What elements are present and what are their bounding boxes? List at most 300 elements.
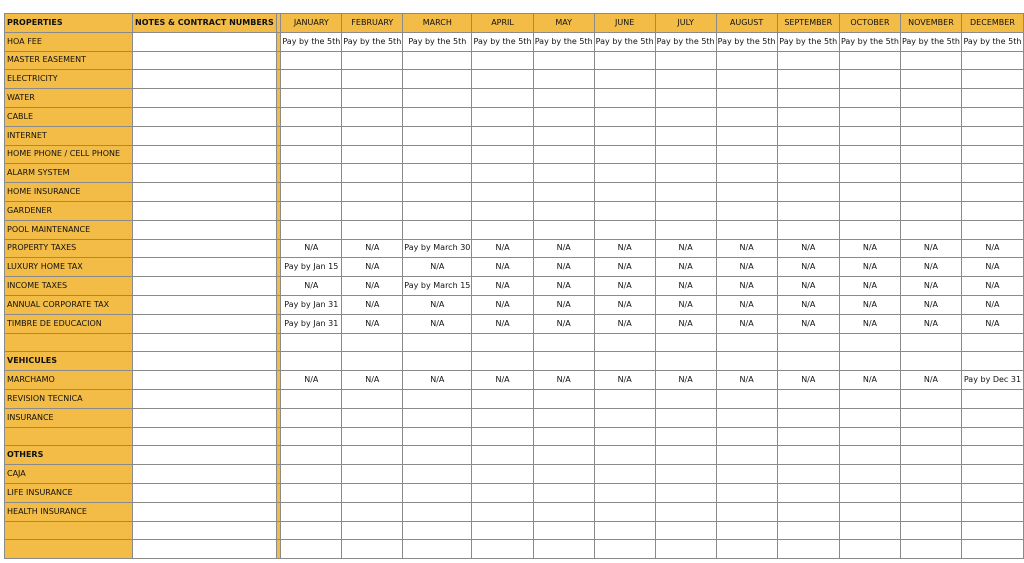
month-cell[interactable]: [533, 352, 594, 371]
notes-cell[interactable]: [133, 333, 277, 352]
month-cell[interactable]: [777, 107, 839, 126]
month-cell[interactable]: [839, 126, 900, 145]
row-label[interactable]: [5, 333, 133, 352]
month-cell[interactable]: [533, 483, 594, 502]
month-cell[interactable]: [961, 126, 1023, 145]
month-cell[interactable]: [403, 89, 472, 108]
month-cell[interactable]: [281, 183, 342, 202]
month-cell[interactable]: [281, 164, 342, 183]
row-label[interactable]: LUXURY HOME TAX: [5, 258, 133, 277]
month-cell[interactable]: [716, 446, 777, 465]
month-cell[interactable]: N/A: [961, 295, 1023, 314]
row-label[interactable]: INSURANCE: [5, 408, 133, 427]
month-cell[interactable]: [342, 70, 403, 89]
month-cell[interactable]: N/A: [900, 239, 961, 258]
notes-cell[interactable]: [133, 427, 277, 446]
month-cell[interactable]: [403, 145, 472, 164]
month-cell[interactable]: [281, 483, 342, 502]
month-cell[interactable]: [839, 70, 900, 89]
month-cell[interactable]: [900, 446, 961, 465]
month-cell[interactable]: N/A: [342, 371, 403, 390]
row-label[interactable]: [5, 540, 133, 559]
month-cell[interactable]: [472, 483, 533, 502]
month-cell[interactable]: N/A: [716, 277, 777, 296]
row-label[interactable]: ALARM SYSTEM: [5, 164, 133, 183]
month-cell[interactable]: [472, 201, 533, 220]
month-cell[interactable]: [281, 446, 342, 465]
month-cell[interactable]: [961, 89, 1023, 108]
month-cell[interactable]: N/A: [777, 258, 839, 277]
month-cell[interactable]: [594, 51, 655, 70]
month-cell[interactable]: [533, 183, 594, 202]
month-cell[interactable]: N/A: [533, 295, 594, 314]
month-cell[interactable]: [900, 164, 961, 183]
month-cell[interactable]: [533, 126, 594, 145]
month-cell[interactable]: N/A: [839, 239, 900, 258]
notes-cell[interactable]: [133, 408, 277, 427]
month-cell[interactable]: [655, 333, 716, 352]
month-cell[interactable]: [281, 352, 342, 371]
notes-cell[interactable]: [133, 220, 277, 239]
month-cell[interactable]: [342, 107, 403, 126]
notes-cell[interactable]: [133, 295, 277, 314]
month-cell[interactable]: N/A: [403, 258, 472, 277]
month-cell[interactable]: [716, 502, 777, 521]
row-label[interactable]: HOA FEE: [5, 32, 133, 51]
notes-cell[interactable]: [133, 32, 277, 51]
month-cell[interactable]: [472, 89, 533, 108]
month-cell[interactable]: N/A: [961, 314, 1023, 333]
month-cell[interactable]: [716, 145, 777, 164]
row-label[interactable]: HOME INSURANCE: [5, 183, 133, 202]
month-cell[interactable]: N/A: [839, 371, 900, 390]
month-cell[interactable]: [839, 521, 900, 540]
month-cell[interactable]: Pay by the 5th: [777, 32, 839, 51]
month-cell[interactable]: [342, 183, 403, 202]
month-cell[interactable]: N/A: [342, 314, 403, 333]
month-cell[interactable]: [777, 389, 839, 408]
month-cell[interactable]: [472, 107, 533, 126]
month-cell[interactable]: [655, 389, 716, 408]
month-cell[interactable]: [777, 465, 839, 484]
month-header-february[interactable]: FEBRUARY: [342, 14, 403, 33]
month-cell[interactable]: [533, 502, 594, 521]
month-cell[interactable]: [655, 126, 716, 145]
month-cell[interactable]: [839, 89, 900, 108]
month-cell[interactable]: N/A: [342, 239, 403, 258]
month-cell[interactable]: [716, 408, 777, 427]
month-cell[interactable]: Pay by the 5th: [281, 32, 342, 51]
month-cell[interactable]: [281, 502, 342, 521]
month-cell[interactable]: [716, 89, 777, 108]
month-cell[interactable]: [533, 89, 594, 108]
month-cell[interactable]: [472, 352, 533, 371]
month-cell[interactable]: N/A: [533, 258, 594, 277]
month-cell[interactable]: N/A: [533, 239, 594, 258]
month-cell[interactable]: N/A: [716, 295, 777, 314]
month-cell[interactable]: [716, 51, 777, 70]
month-cell[interactable]: N/A: [839, 258, 900, 277]
month-cell[interactable]: N/A: [900, 258, 961, 277]
month-cell[interactable]: [472, 521, 533, 540]
month-cell[interactable]: [961, 107, 1023, 126]
month-cell[interactable]: [281, 70, 342, 89]
month-cell[interactable]: [655, 220, 716, 239]
month-cell[interactable]: [777, 540, 839, 559]
month-cell[interactable]: [281, 89, 342, 108]
month-cell[interactable]: [281, 465, 342, 484]
month-cell[interactable]: [472, 389, 533, 408]
month-cell[interactable]: N/A: [403, 295, 472, 314]
month-cell[interactable]: [342, 352, 403, 371]
month-cell[interactable]: [777, 145, 839, 164]
month-cell[interactable]: [961, 446, 1023, 465]
month-cell[interactable]: [472, 333, 533, 352]
month-header-october[interactable]: OCTOBER: [839, 14, 900, 33]
month-cell[interactable]: N/A: [839, 295, 900, 314]
month-cell[interactable]: N/A: [281, 371, 342, 390]
month-cell[interactable]: [716, 465, 777, 484]
properties-header[interactable]: PROPERTIES: [5, 14, 133, 33]
month-cell[interactable]: [594, 521, 655, 540]
month-cell[interactable]: [281, 389, 342, 408]
month-cell[interactable]: N/A: [472, 295, 533, 314]
notes-cell[interactable]: [133, 483, 277, 502]
row-label[interactable]: HEALTH INSURANCE: [5, 502, 133, 521]
month-cell[interactable]: [594, 483, 655, 502]
notes-cell[interactable]: [133, 126, 277, 145]
month-cell[interactable]: [961, 70, 1023, 89]
month-cell[interactable]: Pay by March 15: [403, 277, 472, 296]
month-cell[interactable]: [961, 465, 1023, 484]
month-cell[interactable]: [472, 220, 533, 239]
month-cell[interactable]: [961, 145, 1023, 164]
month-cell[interactable]: [533, 220, 594, 239]
month-cell[interactable]: [777, 220, 839, 239]
month-cell[interactable]: [900, 201, 961, 220]
month-cell[interactable]: N/A: [533, 314, 594, 333]
month-cell[interactable]: [594, 333, 655, 352]
month-cell[interactable]: [900, 333, 961, 352]
month-cell[interactable]: [403, 465, 472, 484]
month-cell[interactable]: [342, 220, 403, 239]
month-cell[interactable]: [655, 145, 716, 164]
month-cell[interactable]: N/A: [655, 277, 716, 296]
month-cell[interactable]: [839, 183, 900, 202]
month-cell[interactable]: N/A: [281, 277, 342, 296]
month-cell[interactable]: [533, 164, 594, 183]
month-cell[interactable]: [342, 164, 403, 183]
month-cell[interactable]: N/A: [961, 258, 1023, 277]
month-cell[interactable]: [594, 89, 655, 108]
notes-cell[interactable]: [133, 145, 277, 164]
month-cell[interactable]: N/A: [716, 258, 777, 277]
month-cell[interactable]: [655, 446, 716, 465]
month-cell[interactable]: [655, 201, 716, 220]
month-cell[interactable]: [900, 408, 961, 427]
month-cell[interactable]: [281, 408, 342, 427]
month-cell[interactable]: [281, 220, 342, 239]
month-cell[interactable]: N/A: [777, 277, 839, 296]
month-cell[interactable]: [281, 521, 342, 540]
month-cell[interactable]: [655, 483, 716, 502]
month-cell[interactable]: [403, 389, 472, 408]
notes-cell[interactable]: [133, 389, 277, 408]
month-cell[interactable]: [594, 126, 655, 145]
month-cell[interactable]: [961, 408, 1023, 427]
notes-cell[interactable]: [133, 446, 277, 465]
month-cell[interactable]: N/A: [655, 295, 716, 314]
month-cell[interactable]: [472, 183, 533, 202]
notes-cell[interactable]: [133, 70, 277, 89]
row-label[interactable]: WATER: [5, 89, 133, 108]
month-cell[interactable]: N/A: [900, 314, 961, 333]
month-cell[interactable]: [839, 502, 900, 521]
month-cell[interactable]: [533, 333, 594, 352]
month-header-december[interactable]: DECEMBER: [961, 14, 1023, 33]
month-cell[interactable]: [403, 183, 472, 202]
month-cell[interactable]: [961, 201, 1023, 220]
month-cell[interactable]: [403, 540, 472, 559]
month-cell[interactable]: [655, 427, 716, 446]
notes-cell[interactable]: [133, 314, 277, 333]
month-cell[interactable]: [403, 483, 472, 502]
month-cell[interactable]: [594, 220, 655, 239]
month-cell[interactable]: [342, 89, 403, 108]
month-header-january[interactable]: JANUARY: [281, 14, 342, 33]
month-cell[interactable]: [403, 201, 472, 220]
month-cell[interactable]: [342, 51, 403, 70]
row-label[interactable]: TIMBRE DE EDUCACION: [5, 314, 133, 333]
month-cell[interactable]: [716, 220, 777, 239]
month-cell[interactable]: N/A: [655, 258, 716, 277]
month-cell[interactable]: [594, 502, 655, 521]
month-cell[interactable]: [961, 51, 1023, 70]
section-heading[interactable]: VEHICULES: [5, 352, 133, 371]
month-cell[interactable]: Pay by the 5th: [472, 32, 533, 51]
month-cell[interactable]: [900, 352, 961, 371]
month-cell[interactable]: [342, 408, 403, 427]
row-label[interactable]: REVISION TECNICA: [5, 389, 133, 408]
month-cell[interactable]: [716, 521, 777, 540]
month-cell[interactable]: [533, 201, 594, 220]
month-cell[interactable]: [777, 126, 839, 145]
month-cell[interactable]: Pay by the 5th: [342, 32, 403, 51]
month-cell[interactable]: [900, 145, 961, 164]
row-label[interactable]: [5, 427, 133, 446]
month-cell[interactable]: [472, 408, 533, 427]
month-cell[interactable]: [961, 333, 1023, 352]
notes-cell[interactable]: [133, 239, 277, 258]
month-cell[interactable]: [900, 70, 961, 89]
month-cell[interactable]: [594, 183, 655, 202]
month-cell[interactable]: [839, 107, 900, 126]
month-cell[interactable]: Pay by the 5th: [839, 32, 900, 51]
month-cell[interactable]: Pay by Dec 31: [961, 371, 1023, 390]
month-cell[interactable]: N/A: [342, 295, 403, 314]
month-cell[interactable]: [281, 51, 342, 70]
notes-cell[interactable]: [133, 540, 277, 559]
month-header-september[interactable]: SEPTEMBER: [777, 14, 839, 33]
month-cell[interactable]: [281, 145, 342, 164]
month-cell[interactable]: Pay by Jan 31: [281, 295, 342, 314]
row-label[interactable]: CAJA: [5, 465, 133, 484]
month-cell[interactable]: [655, 70, 716, 89]
month-cell[interactable]: [716, 183, 777, 202]
month-cell[interactable]: [403, 126, 472, 145]
month-cell[interactable]: [281, 201, 342, 220]
month-cell[interactable]: [961, 521, 1023, 540]
month-cell[interactable]: Pay by the 5th: [655, 32, 716, 51]
month-cell[interactable]: [533, 107, 594, 126]
month-cell[interactable]: [655, 89, 716, 108]
month-cell[interactable]: [839, 145, 900, 164]
month-cell[interactable]: [777, 183, 839, 202]
month-cell[interactable]: N/A: [839, 277, 900, 296]
month-cell[interactable]: [472, 164, 533, 183]
month-cell[interactable]: [839, 540, 900, 559]
month-cell[interactable]: [594, 540, 655, 559]
month-cell[interactable]: [961, 183, 1023, 202]
month-cell[interactable]: N/A: [281, 239, 342, 258]
month-cell[interactable]: [839, 201, 900, 220]
month-cell[interactable]: Pay by the 5th: [594, 32, 655, 51]
notes-cell[interactable]: [133, 89, 277, 108]
month-cell[interactable]: [961, 220, 1023, 239]
month-cell[interactable]: [839, 389, 900, 408]
month-cell[interactable]: N/A: [472, 258, 533, 277]
notes-cell[interactable]: [133, 201, 277, 220]
month-cell[interactable]: [342, 333, 403, 352]
month-cell[interactable]: [655, 521, 716, 540]
month-cell[interactable]: [472, 465, 533, 484]
month-cell[interactable]: [533, 389, 594, 408]
month-cell[interactable]: [342, 446, 403, 465]
month-cell[interactable]: [342, 427, 403, 446]
month-cell[interactable]: [281, 107, 342, 126]
month-cell[interactable]: [403, 408, 472, 427]
month-cell[interactable]: [716, 540, 777, 559]
month-cell[interactable]: Pay by March 30: [403, 239, 472, 258]
month-cell[interactable]: [716, 70, 777, 89]
month-cell[interactable]: [716, 427, 777, 446]
month-cell[interactable]: [839, 483, 900, 502]
month-cell[interactable]: [472, 540, 533, 559]
month-cell[interactable]: N/A: [594, 371, 655, 390]
month-cell[interactable]: N/A: [594, 258, 655, 277]
month-cell[interactable]: [342, 389, 403, 408]
month-cell[interactable]: [961, 164, 1023, 183]
month-cell[interactable]: [403, 333, 472, 352]
month-cell[interactable]: N/A: [533, 371, 594, 390]
month-cell[interactable]: [594, 389, 655, 408]
month-cell[interactable]: N/A: [403, 314, 472, 333]
row-label[interactable]: INCOME TAXES: [5, 277, 133, 296]
section-heading[interactable]: OTHERS: [5, 446, 133, 465]
month-cell[interactable]: [655, 502, 716, 521]
month-cell[interactable]: [594, 446, 655, 465]
month-cell[interactable]: [839, 408, 900, 427]
month-cell[interactable]: [594, 352, 655, 371]
month-cell[interactable]: N/A: [342, 258, 403, 277]
month-cell[interactable]: [594, 201, 655, 220]
month-header-november[interactable]: NOVEMBER: [900, 14, 961, 33]
month-cell[interactable]: [839, 465, 900, 484]
notes-cell[interactable]: [133, 107, 277, 126]
month-cell[interactable]: [403, 352, 472, 371]
month-cell[interactable]: N/A: [777, 295, 839, 314]
month-cell[interactable]: [655, 465, 716, 484]
row-label[interactable]: MASTER EASEMENT: [5, 51, 133, 70]
month-cell[interactable]: [716, 333, 777, 352]
month-cell[interactable]: [900, 51, 961, 70]
month-cell[interactable]: [900, 502, 961, 521]
month-cell[interactable]: [961, 483, 1023, 502]
month-cell[interactable]: N/A: [716, 314, 777, 333]
month-cell[interactable]: [594, 164, 655, 183]
month-cell[interactable]: [533, 446, 594, 465]
month-cell[interactable]: [281, 333, 342, 352]
row-label[interactable]: ELECTRICITY: [5, 70, 133, 89]
month-cell[interactable]: [594, 427, 655, 446]
month-cell[interactable]: [900, 465, 961, 484]
month-cell[interactable]: N/A: [839, 314, 900, 333]
month-cell[interactable]: [900, 183, 961, 202]
month-cell[interactable]: [777, 333, 839, 352]
month-cell[interactable]: N/A: [594, 239, 655, 258]
month-cell[interactable]: [533, 408, 594, 427]
notes-cell[interactable]: [133, 164, 277, 183]
month-cell[interactable]: [342, 201, 403, 220]
month-cell[interactable]: [900, 389, 961, 408]
month-cell[interactable]: N/A: [716, 239, 777, 258]
month-cell[interactable]: [655, 183, 716, 202]
month-cell[interactable]: [403, 446, 472, 465]
month-cell[interactable]: [777, 89, 839, 108]
month-cell[interactable]: [342, 540, 403, 559]
month-cell[interactable]: [716, 352, 777, 371]
month-cell[interactable]: [839, 446, 900, 465]
month-cell[interactable]: [533, 70, 594, 89]
month-cell[interactable]: [342, 465, 403, 484]
month-cell[interactable]: [839, 220, 900, 239]
month-cell[interactable]: Pay by the 5th: [900, 32, 961, 51]
month-cell[interactable]: N/A: [594, 314, 655, 333]
month-cell[interactable]: N/A: [777, 314, 839, 333]
month-cell[interactable]: [594, 70, 655, 89]
month-cell[interactable]: Pay by the 5th: [533, 32, 594, 51]
month-cell[interactable]: [900, 107, 961, 126]
notes-cell[interactable]: [133, 502, 277, 521]
month-cell[interactable]: [961, 540, 1023, 559]
month-cell[interactable]: Pay by the 5th: [961, 32, 1023, 51]
month-cell[interactable]: [777, 352, 839, 371]
month-cell[interactable]: [403, 164, 472, 183]
month-cell[interactable]: [281, 427, 342, 446]
month-cell[interactable]: [403, 107, 472, 126]
month-cell[interactable]: N/A: [342, 277, 403, 296]
row-label[interactable]: HOME PHONE / CELL PHONE: [5, 145, 133, 164]
notes-cell[interactable]: [133, 183, 277, 202]
month-cell[interactable]: [716, 107, 777, 126]
month-cell[interactable]: [839, 427, 900, 446]
month-cell[interactable]: [961, 502, 1023, 521]
month-cell[interactable]: [655, 540, 716, 559]
month-cell[interactable]: [839, 333, 900, 352]
month-cell[interactable]: [472, 126, 533, 145]
month-cell[interactable]: N/A: [472, 277, 533, 296]
month-cell[interactable]: [777, 164, 839, 183]
